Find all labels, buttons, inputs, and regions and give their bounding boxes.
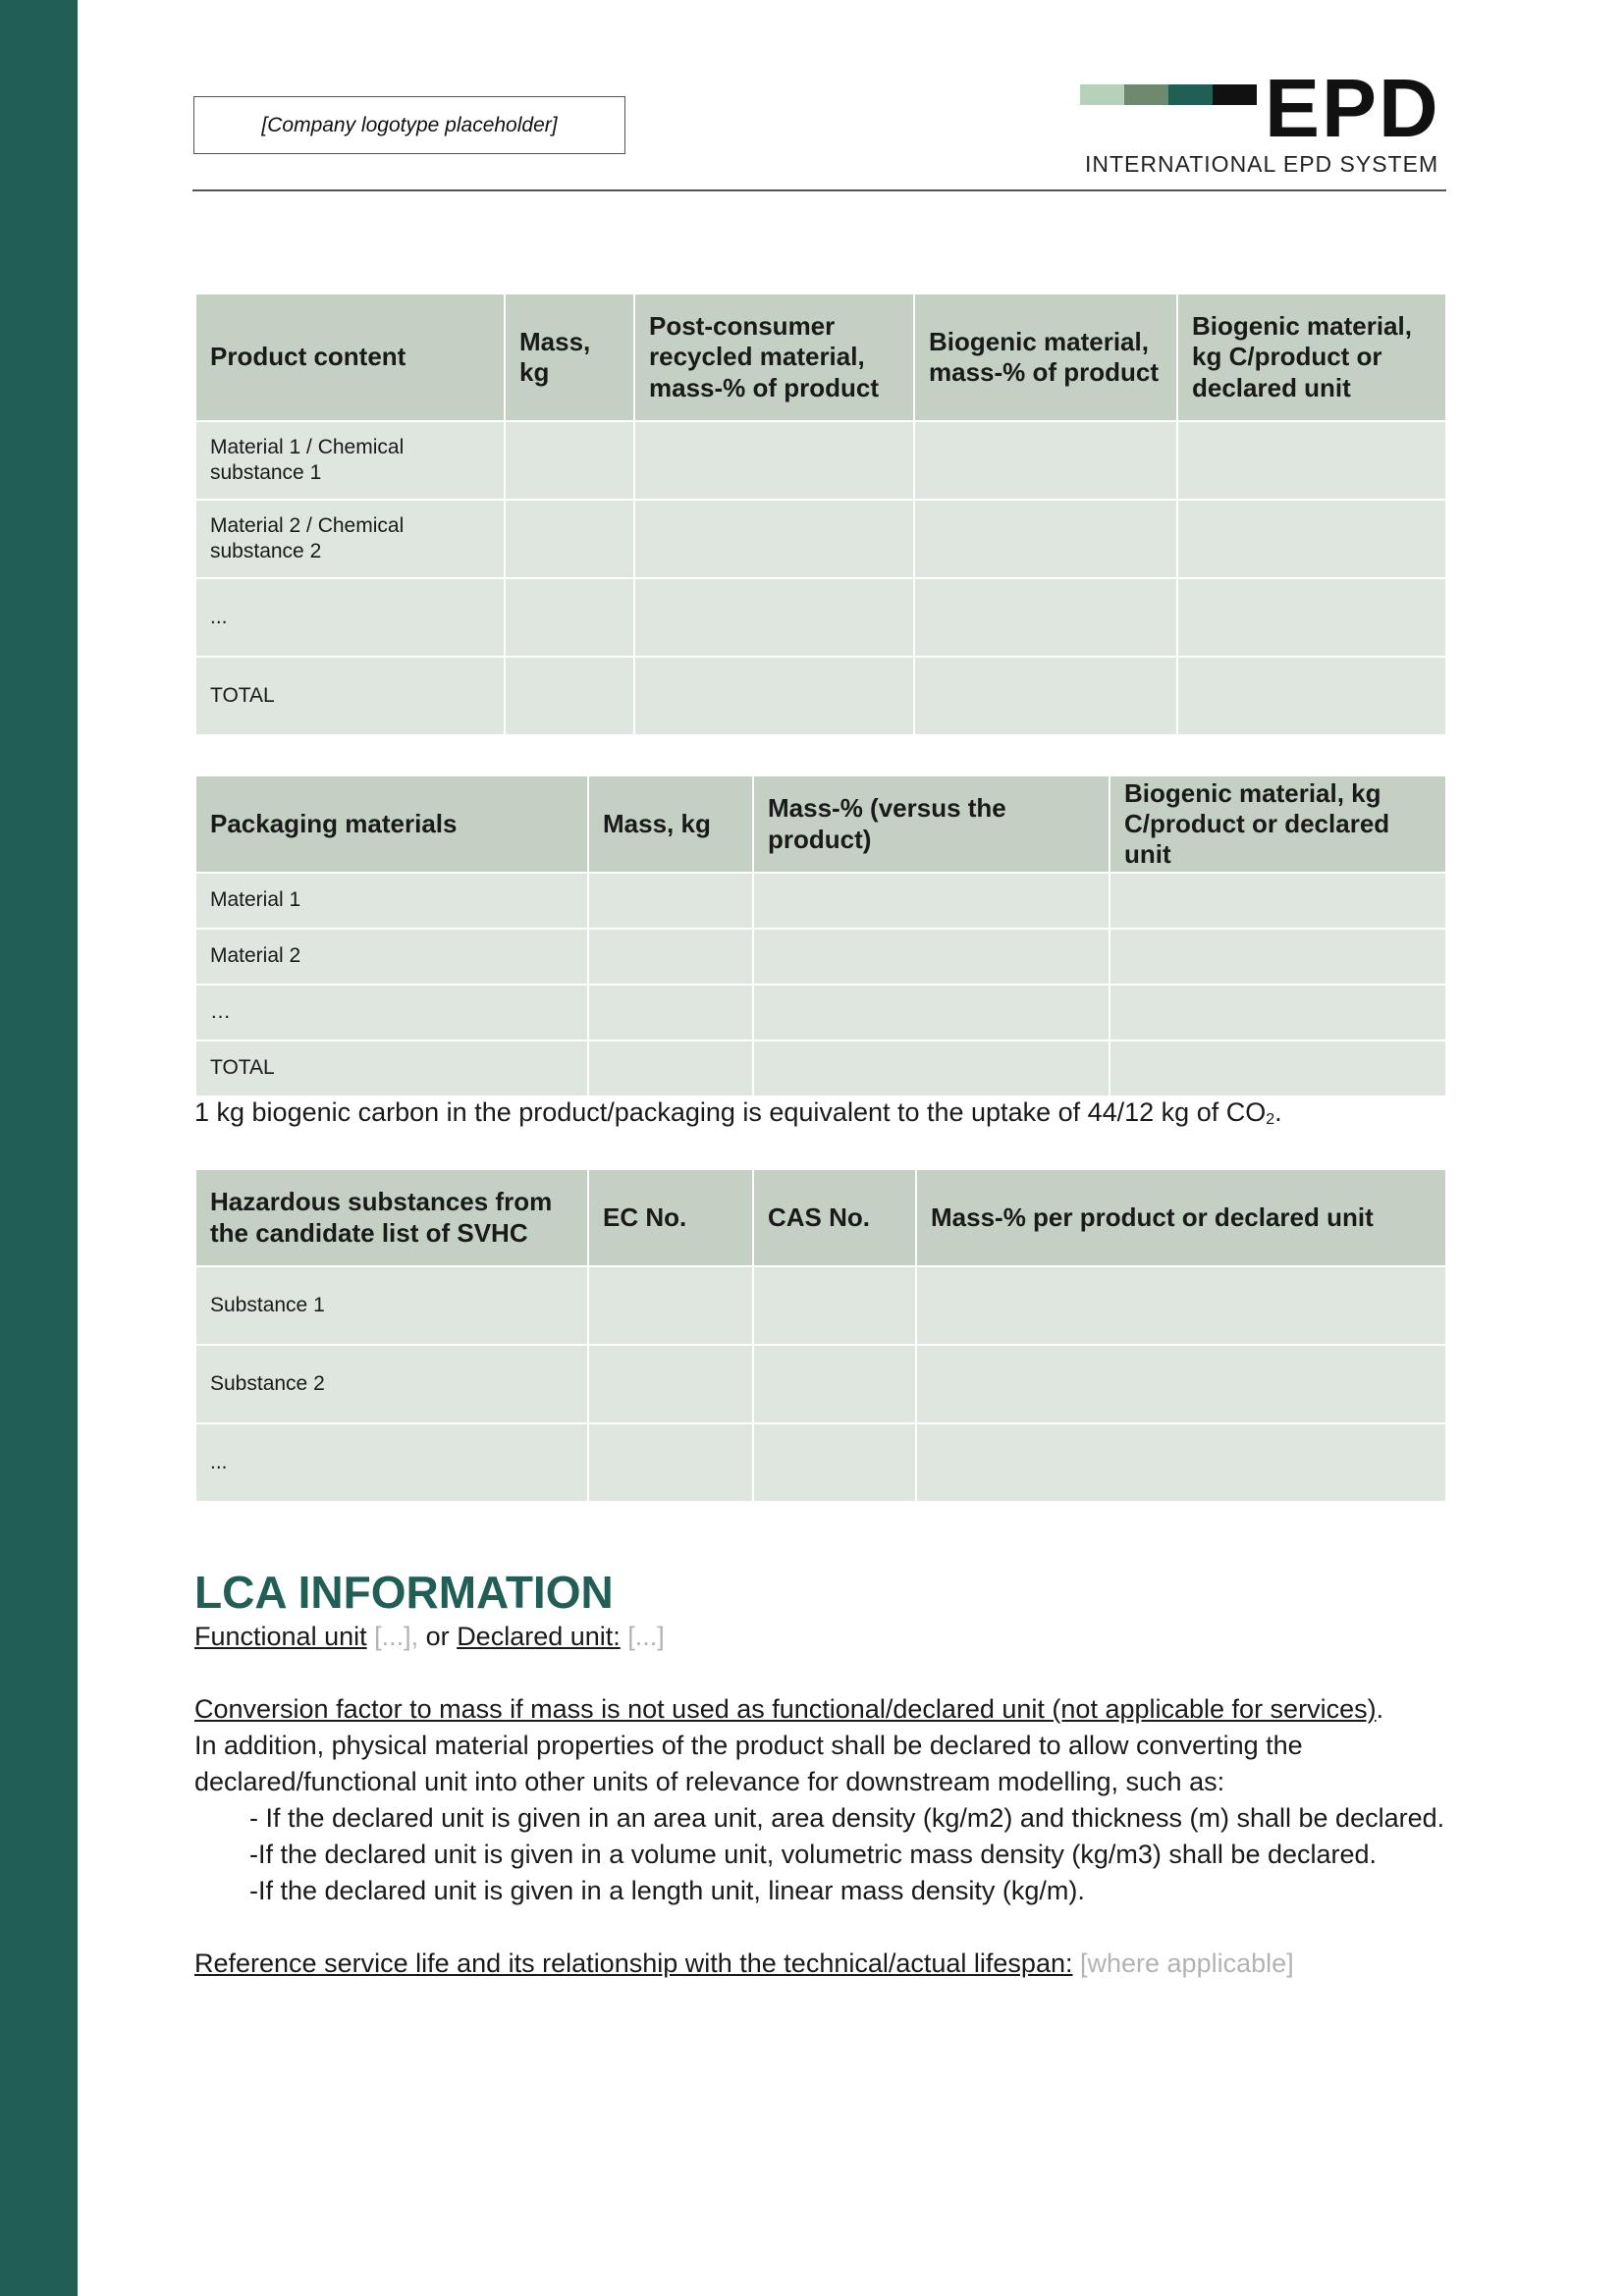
row-label: TOTAL [195,657,505,735]
row-label: Material 2 [195,929,588,985]
value-cell[interactable] [505,421,634,500]
carbon-note-subscript: 2 [1266,1111,1275,1128]
epd-bar-3 [1168,84,1213,105]
value-cell[interactable] [588,1345,753,1423]
value-cell[interactable] [914,421,1177,500]
bullet-volume: -If the declared unit is given in a volume unit, volumetric mass density (kg/m3) shall be declared. [249,1839,1378,1869]
header-cell: Mass-% (versus the product) [753,775,1110,873]
table-header-row [195,775,1446,873]
value-cell[interactable] [916,1423,1446,1502]
or-text: or [425,1621,450,1651]
value-cell[interactable] [916,1266,1446,1345]
declared-unit-label: Declared unit: [457,1621,621,1651]
value-cell[interactable] [753,1423,916,1502]
value-cell[interactable] [588,1266,753,1345]
table-row [195,873,1446,929]
product-content-table [194,293,1447,736]
value-cell[interactable] [588,873,753,929]
row-label: Substance 1 [195,1266,588,1345]
bullet-length: -If the declared unit is given in a length unit, linear mass density (kg/m). [249,1875,1085,1905]
packaging-materials-table [194,774,1447,1097]
value-cell[interactable] [634,421,914,500]
value-cell[interactable] [1110,929,1446,985]
functional-unit-placeholder[interactable]: [...], [374,1621,419,1651]
header-divider [192,189,1446,191]
row-label: Material 1 / Chemical substance 1 [195,421,505,500]
epd-bar-2 [1124,84,1168,105]
value-cell[interactable] [914,578,1177,657]
table-row [195,421,1446,500]
value-cell[interactable] [1177,500,1446,578]
sidebar-band [0,0,78,2296]
value-cell[interactable] [505,500,634,578]
header-cell: Product content [195,294,505,421]
rsl-label: Reference service life and its relationship with the technical/actual lifespan: [194,1948,1073,1978]
value-cell[interactable] [753,1266,916,1345]
header-cell: Post-consumer recycled material, mass-% of product [634,294,914,421]
header-cell: Packaging materials [195,775,588,873]
epd-bar-4 [1213,84,1257,105]
conversion-text: In addition, physical material properties of the product shall be declared to allow converting the declared/functional unit into other units of relevance for downstream modelling, such as: [194,1730,1303,1796]
section-title: LCA INFORMATION [194,1567,614,1618]
value-cell[interactable] [588,1041,753,1096]
functional-unit-label: Functional unit [194,1621,367,1651]
value-cell[interactable] [634,657,914,735]
value-cell[interactable] [505,657,634,735]
epd-logo-subtitle: INTERNATIONAL EPD SYSTEM [1085,151,1439,177]
value-cell[interactable] [588,929,753,985]
epd-logo-mark: EPD [1265,62,1440,154]
table-row-total [195,1041,1446,1096]
row-label: Substance 2 [195,1345,588,1423]
table-row [195,1423,1446,1502]
value-cell[interactable] [753,985,1110,1041]
header-cell: Mass-% per product or declared unit [916,1169,1446,1266]
header-cell: Mass, kg [505,294,634,421]
value-cell[interactable] [1177,421,1446,500]
carbon-note-end: . [1274,1097,1282,1127]
row-label: TOTAL [195,1041,588,1096]
value-cell[interactable] [753,873,1110,929]
value-cell[interactable] [914,500,1177,578]
epd-color-bars [1080,84,1257,105]
carbon-note-text: 1 kg biogenic carbon in the product/packaging is equivalent to the uptake of 44/12 kg of CO [194,1097,1267,1127]
row-label: Material 2 / Chemical substance 2 [195,500,505,578]
row-label: Material 1 [195,873,588,929]
row-label: ... [195,1423,588,1502]
conversion-heading [194,1691,1451,1728]
value-cell[interactable] [753,929,1110,985]
lca-information-section [194,1567,1451,1982]
spacer [194,1909,1451,1946]
table-row-total [195,657,1446,735]
value-cell[interactable] [916,1345,1446,1423]
conversion-label: Conversion factor to mass if mass is not used as functional/declared unit (not applicable for services) [194,1693,1377,1724]
value-cell[interactable] [1110,873,1446,929]
declared-unit-placeholder[interactable]: [...] [627,1621,665,1651]
table-row [195,500,1446,578]
biogenic-carbon-note [194,1097,1282,1128]
row-label: … [195,985,588,1041]
rsl-placeholder[interactable]: [where applicable] [1080,1948,1294,1978]
conversion-end: . [1376,1693,1384,1724]
header-cell: Hazardous substances from the candidate list of SVHC [195,1169,588,1266]
hazardous-substances-table [194,1168,1447,1503]
header-cell: Biogenic material, kg C/product or declared unit [1177,294,1446,421]
company-logo-placeholder [193,96,625,154]
table-row [195,578,1446,657]
table-row [195,985,1446,1041]
unit-line [194,1619,1451,1655]
header-cell: EC No. [588,1169,753,1266]
table-row [195,929,1446,985]
table-header-row [195,294,1446,421]
value-cell[interactable] [505,578,634,657]
value-cell[interactable] [1110,985,1446,1041]
logo-placeholder-text: [Company logotype placeholder] [261,113,558,136]
header-cell: Biogenic material, mass-% of product [914,294,1177,421]
rsl-line [194,1946,1451,1982]
table-header-row [195,1169,1446,1266]
value-cell[interactable] [588,1423,753,1502]
value-cell[interactable] [753,1041,1110,1096]
table-row [195,1266,1446,1345]
header-cell: Mass, kg [588,775,753,873]
bullet-area: - If the declared unit is given in an area unit, area density (kg/m2) and thickness (m) shall be declared. [249,1802,1445,1833]
value-cell[interactable] [634,578,914,657]
value-cell[interactable] [1177,578,1446,657]
value-cell[interactable] [753,1345,916,1423]
row-label: ... [195,578,505,657]
value-cell[interactable] [914,657,1177,735]
value-cell[interactable] [1177,657,1446,735]
header-cell: CAS No. [753,1169,916,1266]
table-row [195,1345,1446,1423]
value-cell[interactable] [1110,1041,1446,1096]
header-cell: Biogenic material, kg C/product or declared unit [1110,775,1446,873]
value-cell[interactable] [634,500,914,578]
epd-bar-1 [1080,84,1124,105]
value-cell[interactable] [588,985,753,1041]
spacer [194,1655,1451,1691]
